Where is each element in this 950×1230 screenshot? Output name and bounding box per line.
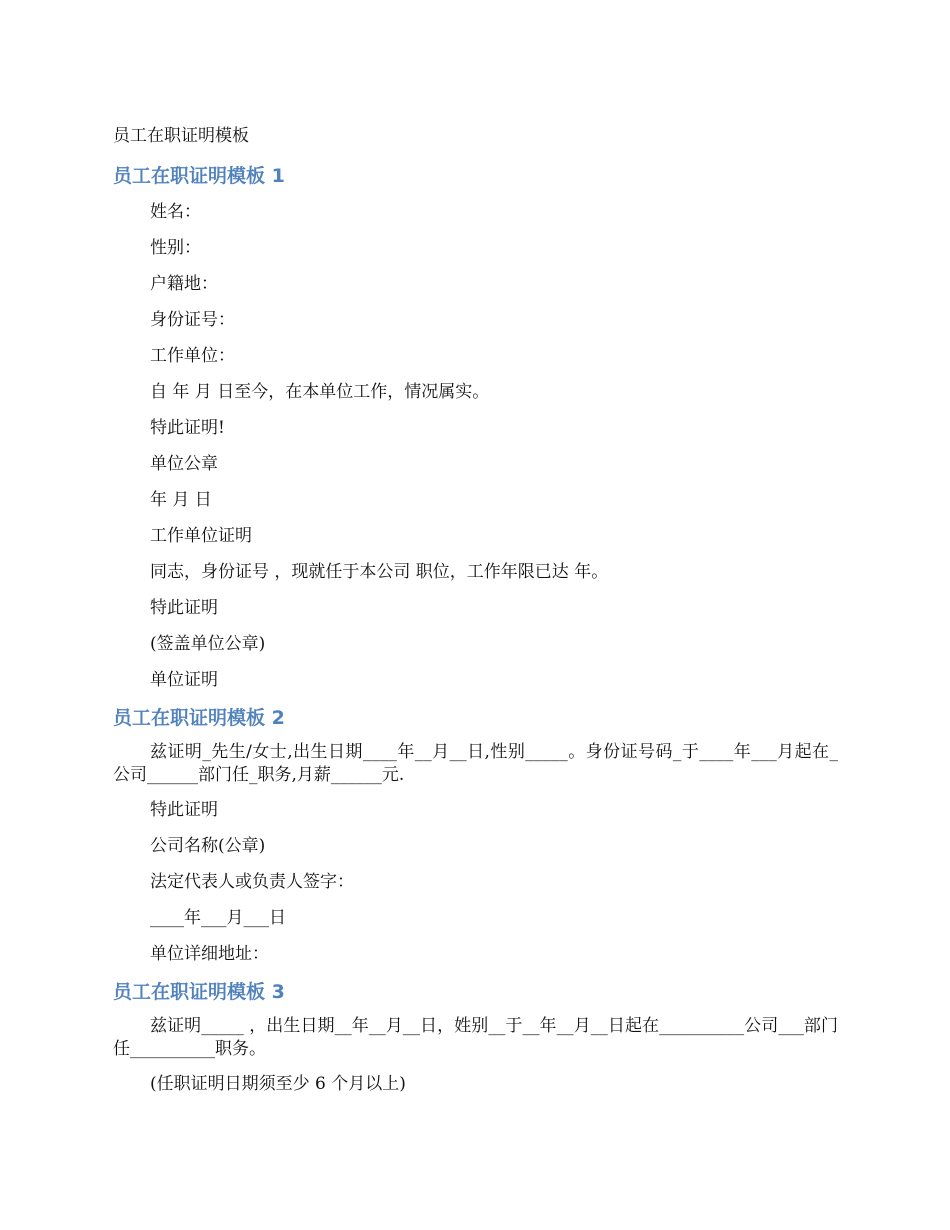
signature-line: 单位证明 — [150, 670, 218, 690]
section-template-1 — [113, 163, 838, 693]
date-line: 年 月 日 — [150, 490, 212, 510]
certify-line: 特此证明 — [150, 800, 218, 820]
section-template-2 — [113, 705, 838, 967]
tenure-note: (任职证明日期须至少 6 个月以上) — [150, 1074, 406, 1094]
date-line: ____年___月___日 — [150, 908, 286, 928]
position-statement: 同志，身份证号 ，现就任于本公司 职位，工作年限已达 年。 — [150, 562, 609, 582]
document-body — [113, 123, 838, 1109]
document-title: 员工在职证明模板 — [113, 126, 249, 146]
subtitle-line: 工作单位证明 — [150, 526, 252, 546]
field-gender: 性别： — [150, 238, 201, 258]
section-heading: 员工在职证明模板 1 — [113, 165, 285, 187]
field-name: 姓名： — [150, 202, 201, 222]
certify-line: 特此证明 — [150, 598, 218, 618]
field-employer: 工作单位： — [150, 346, 235, 366]
section-template-3 — [113, 979, 838, 1097]
seal-note: (签盖单位公章) — [150, 634, 266, 654]
field-domicile: 户籍地： — [150, 274, 218, 294]
address-line: 单位详细地址： — [150, 944, 269, 964]
section-heading: 员工在职证明模板 3 — [113, 981, 285, 1003]
employment-statement: 自 年 月 日至今，在本单位工作，情况属实。 — [150, 382, 490, 402]
section-heading: 员工在职证明模板 2 — [113, 707, 285, 729]
field-id-number: 身份证号： — [150, 310, 235, 330]
certify-line: 特此证明! — [150, 418, 225, 438]
certificate-body: 兹证明_____ ，出生日期__年__月__日，姓别__于__年__月__日起在__________公司___部门任__________职务。 — [113, 1016, 838, 1059]
company-seal-line: 公司名称(公章) — [150, 836, 266, 856]
certificate-body: 兹证明_先生/女士,出生日期____年__月__日,性别_____。身份证号码_于____年___月起在_公司______部门任_职务,月薪______元. — [113, 742, 838, 785]
representative-signature-line: 法定代表人或负责人签字： — [150, 872, 354, 892]
seal-line: 单位公章 — [150, 454, 218, 474]
